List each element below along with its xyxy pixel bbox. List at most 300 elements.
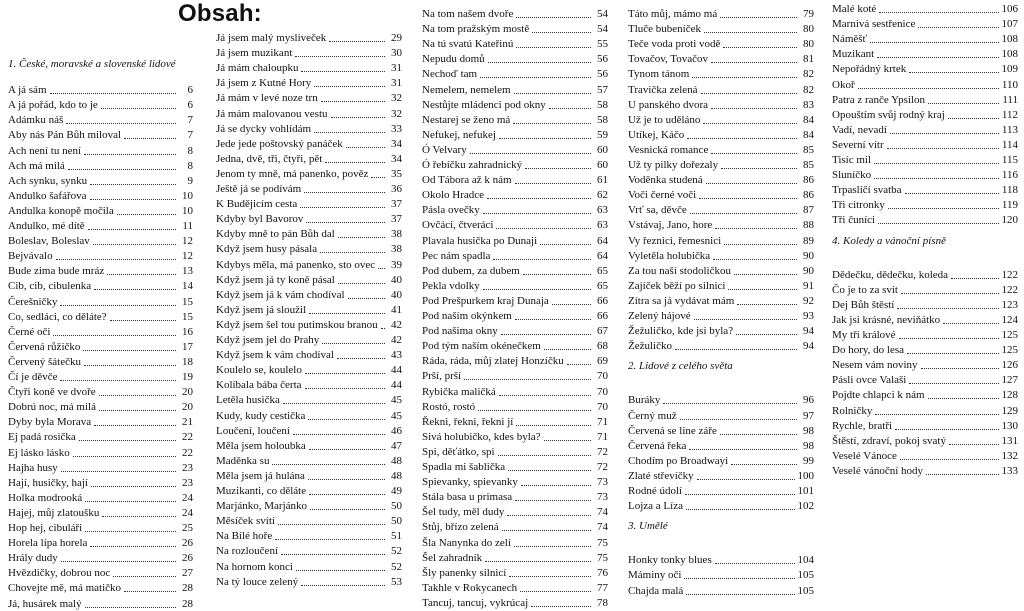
- dot-leader: [731, 464, 797, 465]
- toc-entry: [8, 579, 193, 595]
- page-number: 34: [391, 152, 402, 165]
- page-number: 14: [182, 280, 193, 293]
- page-number: 57: [597, 83, 608, 96]
- dot-leader: [901, 293, 999, 294]
- song-title: Do hory, do lesa: [832, 344, 904, 357]
- page-number: 115: [1001, 154, 1018, 166]
- page-number: 132: [1001, 449, 1018, 462]
- song-title: Ach není tu není: [8, 144, 82, 157]
- dot-leader: [485, 561, 591, 562]
- song-title: Veselé Vánoce: [832, 449, 897, 462]
- page-number: 42: [391, 334, 402, 346]
- song-title: Severní vítr: [832, 138, 884, 151]
- dot-leader: [93, 244, 176, 245]
- song-title: Nestarej se ženo má: [422, 113, 511, 126]
- toc-entry: [832, 0, 1018, 16]
- page-number: 122: [1001, 283, 1018, 296]
- toc-entry: [422, 171, 608, 187]
- song-title: Co, sedláci, co děláte?: [8, 310, 107, 323]
- dot-leader: [498, 455, 591, 456]
- song-title: Vesnická romance: [628, 143, 709, 156]
- dot-leader: [701, 93, 797, 94]
- song-title: Sluníčko: [832, 169, 872, 182]
- page-number: 48: [391, 454, 402, 467]
- page-number: 6: [187, 99, 193, 112]
- page-number: 113: [1001, 123, 1018, 136]
- page-number: 71: [597, 430, 608, 443]
- toc-entry: [216, 407, 402, 423]
- dot-leader: [711, 108, 797, 109]
- toc-entry: [216, 256, 402, 272]
- toc-entry: [216, 497, 402, 513]
- dot-leader: [711, 153, 797, 154]
- song-title: Na hornom konci: [216, 560, 293, 573]
- song-title: Spi, děťátko, spi: [422, 445, 495, 458]
- toc-entry: [8, 398, 193, 414]
- song-title: Vyletěla holubička: [628, 249, 711, 262]
- dot-leader: [897, 308, 998, 309]
- dot-leader: [720, 434, 797, 435]
- dot-leader: [888, 208, 999, 209]
- dot-leader: [909, 383, 998, 384]
- dot-leader: [110, 320, 176, 321]
- page-number: 76: [597, 566, 608, 579]
- page-number: 84: [803, 113, 814, 126]
- song-title: Ráda, ráda, můj zlatej Honzíčku: [422, 355, 564, 368]
- page-number: 94: [803, 325, 814, 338]
- toc-entry: [422, 428, 608, 444]
- page-number: 73: [597, 476, 608, 489]
- song-title: Letěla husička: [216, 394, 280, 407]
- song-title: Červená se line záře: [628, 424, 717, 437]
- dot-leader: [304, 192, 385, 193]
- song-title: Rodné údolí: [628, 485, 683, 497]
- section-heading: 1. České, moravské a slovenské lidové: [8, 58, 176, 70]
- page-number: 125: [1001, 329, 1018, 341]
- toc-entry: [832, 386, 1018, 402]
- page-number: 21: [182, 416, 193, 429]
- song-title: Já mám v levé noze trn: [216, 92, 318, 105]
- dot-leader: [480, 77, 591, 78]
- page-number: 58: [597, 98, 608, 111]
- toc-entry: [422, 141, 608, 157]
- page-number: 25: [182, 522, 193, 534]
- page-number: 32: [391, 107, 402, 120]
- dot-leader: [314, 86, 385, 87]
- toc-entry: [216, 452, 402, 468]
- page-number: 97: [803, 409, 814, 422]
- song-title: Marjánko, Marjánko: [216, 500, 308, 513]
- toc-entry: [422, 383, 608, 399]
- page-number: 13: [182, 265, 193, 278]
- song-title: Bude zima bude mráz: [8, 265, 105, 278]
- song-title: Nefukej, nefukej: [422, 128, 496, 141]
- dot-leader: [338, 237, 385, 238]
- dot-leader: [53, 335, 176, 336]
- page-number: 94: [803, 340, 814, 353]
- page-number: 112: [1001, 108, 1018, 121]
- page-number: 86: [803, 174, 814, 187]
- page-number: 44: [391, 379, 402, 392]
- dot-leader: [521, 485, 591, 486]
- page-number: 61: [597, 174, 608, 187]
- page-number: 86: [803, 189, 814, 202]
- dot-leader: [381, 328, 385, 329]
- song-title: Stála basa u primasa: [422, 491, 513, 504]
- toc-entry: [628, 81, 814, 97]
- toc-entry: [832, 15, 1018, 31]
- page-number: 8: [187, 159, 193, 172]
- toc-entry: [628, 171, 814, 187]
- song-title: Ach má milá: [8, 159, 65, 172]
- dot-leader: [295, 56, 385, 57]
- page-number: 39: [391, 258, 402, 271]
- toc-entry: [8, 217, 193, 233]
- song-title: Cib, cib, cibulenka: [8, 280, 92, 293]
- dot-leader: [84, 365, 176, 366]
- toc-entry: [628, 307, 814, 323]
- song-title: Na tom pražským mostě: [422, 23, 530, 36]
- toc-entry: [628, 391, 814, 407]
- dot-leader: [293, 434, 385, 435]
- toc-entry: [628, 126, 814, 142]
- toc-entry: [8, 459, 193, 475]
- toc-entry: [8, 187, 193, 203]
- page-number: 26: [182, 552, 193, 565]
- page-number: 12: [182, 235, 193, 248]
- song-title: Vy řeznici, řemesnici: [628, 234, 722, 247]
- page-number: 66: [597, 294, 608, 307]
- toc-entry: [216, 74, 402, 90]
- toc-entry: [422, 488, 608, 504]
- dot-leader: [85, 531, 176, 532]
- dot-leader: [549, 108, 591, 109]
- song-title: Řekni, řekni, řekni jí: [422, 415, 514, 428]
- page-number: 6: [187, 84, 193, 97]
- page-number: 24: [182, 491, 193, 504]
- page-number: 119: [1001, 199, 1018, 212]
- song-title: Lojza a Líza: [628, 500, 683, 513]
- toc-entry: [422, 35, 608, 51]
- song-title: Vadí, nevadí: [832, 123, 887, 136]
- toc-entry: [832, 462, 1018, 478]
- dot-leader: [540, 244, 591, 245]
- song-title: Jak jsi krásné, neviňátko: [832, 313, 941, 326]
- toc-entry: [628, 262, 814, 278]
- toc-entry: [8, 202, 193, 218]
- dot-leader: [949, 444, 999, 445]
- dot-leader: [899, 338, 999, 339]
- toc-entry: [216, 120, 402, 136]
- song-title: Měla jsem já hulána: [216, 469, 305, 482]
- song-title: Tovačov, Tovačov: [628, 53, 709, 66]
- dot-leader: [520, 591, 591, 592]
- song-title: Když jsem já k vám chodíval: [216, 288, 345, 301]
- song-title: Tři citronky: [832, 199, 885, 212]
- page-number: 128: [1001, 389, 1018, 402]
- dot-leader: [61, 561, 176, 562]
- page-number: 98: [803, 439, 814, 452]
- song-title: Ej padá rosička: [8, 431, 76, 444]
- page-number: 71: [597, 415, 608, 428]
- toc-entry: [422, 65, 608, 81]
- page-number: 41: [391, 303, 402, 316]
- dot-leader: [305, 373, 385, 374]
- dot-leader: [309, 494, 385, 495]
- page-number: 7: [187, 114, 193, 127]
- page-number: 63: [597, 219, 608, 232]
- toc-entry: [422, 247, 608, 263]
- song-title: Žežuličko, kde jsi byla?: [628, 325, 734, 338]
- toc-entry: [216, 361, 402, 377]
- dot-leader: [523, 274, 591, 275]
- toc-entry: [8, 157, 193, 173]
- page-number: 15: [182, 295, 193, 308]
- dot-leader: [309, 313, 385, 314]
- dot-leader: [309, 449, 385, 450]
- toc-entry: [628, 482, 814, 498]
- dot-leader: [325, 162, 385, 163]
- dot-leader: [85, 607, 176, 608]
- page-number: 104: [797, 554, 814, 567]
- page-number: 65: [597, 264, 608, 277]
- toc-entry: [422, 232, 608, 248]
- song-title: Máminy oči: [628, 569, 682, 582]
- song-title: Já se dycky vohlídám: [216, 122, 312, 135]
- page-number: 52: [391, 560, 402, 573]
- page-number: 48: [391, 469, 402, 482]
- toc-entry: [422, 201, 608, 217]
- dot-leader: [516, 17, 591, 18]
- toc-entry: [422, 262, 608, 278]
- dot-leader: [337, 358, 385, 359]
- song-title: Nestůjte mládenci pod okny: [422, 98, 546, 111]
- song-title: Chajda malá: [628, 584, 684, 597]
- song-title: Už je to uděláno: [628, 113, 701, 126]
- song-title: A já pořád, kdo to je: [8, 99, 98, 112]
- toc-entry: [422, 322, 608, 338]
- dot-leader: [66, 123, 176, 124]
- page-number: 114: [1001, 138, 1018, 151]
- song-title: Já mám malovanou vestu: [216, 107, 328, 120]
- song-title: Já, husárek malý: [8, 597, 82, 610]
- dot-leader: [713, 259, 797, 260]
- dot-leader: [907, 353, 999, 354]
- toc-entry: [832, 447, 1018, 463]
- page-number: 72: [597, 445, 608, 458]
- toc-entry: [832, 60, 1018, 76]
- song-title: Maděnka su: [216, 454, 270, 467]
- song-title: Na tú svatú Kateřinú: [422, 38, 514, 51]
- toc-entry: [216, 225, 402, 241]
- song-title: Opouštím svůj rodný kraj: [832, 108, 945, 121]
- song-title: Pod tým naším okénečkem: [422, 340, 541, 353]
- toc-entry: [8, 474, 193, 490]
- song-title: Čerešničky: [8, 295, 58, 308]
- page-number: 50: [391, 515, 402, 528]
- page-number: 129: [1001, 404, 1018, 417]
- page-number: 108: [1001, 48, 1018, 61]
- song-title: Muzikanti, co děláte: [216, 485, 307, 497]
- page-number: 33: [391, 122, 402, 135]
- page-number: 27: [182, 567, 193, 580]
- song-title: Já jsem muzikant: [216, 47, 293, 60]
- song-title: Červená růžičko: [8, 340, 81, 353]
- toc-entry: [216, 542, 402, 558]
- song-title: Zelený hájové: [628, 310, 691, 322]
- page-number: 130: [1001, 419, 1018, 432]
- page-number: 116: [1001, 169, 1018, 182]
- dot-leader: [329, 41, 385, 42]
- section-heading: 4. Koledy a vánoční písně: [832, 234, 946, 247]
- page-number: 82: [803, 68, 814, 81]
- dot-leader: [513, 123, 591, 124]
- dot-leader: [728, 289, 797, 290]
- song-title: Chovejte mě, má matičko: [8, 582, 122, 595]
- page-number: 63: [597, 204, 608, 217]
- toc-entry: [628, 292, 814, 308]
- page-number: 45: [391, 409, 402, 422]
- dot-leader: [487, 198, 591, 199]
- page-number: 92: [803, 294, 814, 307]
- toc-entry: [216, 301, 402, 317]
- toc-entry: [628, 96, 814, 112]
- page-number: 125: [1001, 344, 1018, 357]
- toc-entry: [832, 356, 1018, 372]
- toc-entry: [628, 452, 814, 468]
- toc-entry: [8, 368, 193, 384]
- page-number: 17: [182, 340, 193, 353]
- dot-leader: [483, 289, 591, 290]
- toc-entry: [628, 582, 814, 598]
- toc-entry: [216, 240, 402, 256]
- page-number: 98: [803, 424, 814, 437]
- toc-entry: [8, 293, 193, 309]
- dot-leader: [686, 509, 795, 510]
- dot-leader: [68, 169, 176, 170]
- dot-leader: [371, 177, 385, 178]
- dot-leader: [348, 298, 385, 299]
- dot-leader: [514, 546, 591, 547]
- dot-leader: [90, 199, 176, 200]
- dot-leader: [721, 168, 797, 169]
- toc-entry: [8, 323, 193, 339]
- dot-leader: [514, 93, 591, 94]
- toc-entry: [8, 504, 193, 520]
- song-title: Honky tonky blues: [628, 554, 712, 567]
- song-title: Nesem vám noviny: [832, 359, 918, 372]
- song-title: Měla jsem holoubka: [216, 439, 306, 452]
- toc-entry: [628, 337, 814, 353]
- page-number: 88: [803, 219, 814, 232]
- song-title: Tluče bubeníček: [628, 23, 701, 36]
- page-number: 105: [797, 584, 814, 597]
- song-title: Pod našima okny: [422, 325, 498, 338]
- dot-leader: [921, 368, 999, 369]
- toc-entry: [832, 417, 1018, 433]
- dot-leader: [283, 403, 385, 404]
- song-title: Dědečku, dědečku, koleda: [832, 268, 949, 281]
- toc-entry: [628, 422, 814, 438]
- dot-leader: [378, 268, 385, 269]
- dot-leader: [301, 71, 385, 72]
- dot-leader: [926, 474, 998, 475]
- song-title: Hop hej, cibuláři: [8, 522, 83, 534]
- page-number: 59: [597, 128, 608, 141]
- song-title: Travička zelená: [628, 83, 698, 96]
- toc-entry: [216, 422, 402, 438]
- page-number: 22: [182, 431, 193, 444]
- page-number: 16: [182, 325, 193, 338]
- page-number: 127: [1001, 374, 1018, 387]
- toc-entry: [216, 527, 402, 543]
- toc-entry: [628, 407, 814, 423]
- song-title: Bejvávalo: [8, 250, 53, 263]
- song-title: Od Tábora až k nám: [422, 174, 512, 187]
- page-number: 60: [597, 159, 608, 171]
- toc-entry: [832, 432, 1018, 448]
- page-number: 83: [803, 98, 814, 111]
- song-title: Jedna, dvě, tři, čtyři, pět: [216, 152, 323, 165]
- page-number: 89: [803, 234, 814, 247]
- dot-leader: [275, 539, 385, 540]
- toc-entry: [8, 534, 193, 550]
- page-number: 53: [391, 575, 402, 588]
- dot-leader: [734, 274, 797, 275]
- toc-entry: [628, 437, 814, 453]
- song-title: K Budějicím cesta: [216, 198, 298, 211]
- dot-leader: [338, 283, 385, 284]
- song-title: Černý muž: [628, 409, 677, 422]
- page-number: 106: [1001, 3, 1018, 15]
- dot-leader: [515, 500, 591, 501]
- page-number: 100: [797, 469, 814, 482]
- dot-leader: [877, 57, 998, 58]
- toc-entry: [216, 29, 402, 45]
- song-title: Andulko, mé dítě: [8, 220, 85, 232]
- toc-entry: [216, 467, 402, 483]
- toc-entry: [628, 141, 814, 157]
- song-title: Rybička maličká: [422, 385, 496, 398]
- page-number: 77: [597, 581, 608, 594]
- song-title: Už ty pilky dořezaly: [628, 159, 719, 171]
- page-number: 85: [803, 143, 814, 156]
- page-number: 31: [391, 62, 402, 75]
- page-number: 74: [597, 506, 608, 519]
- page-number: 107: [1001, 18, 1018, 31]
- song-title: Pojdte chlapci k nám: [832, 389, 925, 402]
- page-number: 31: [391, 77, 402, 90]
- song-title: Aby nás Pán Bůh miloval: [8, 129, 122, 142]
- toc-entry: [422, 81, 608, 97]
- toc-entry: [216, 89, 402, 105]
- dot-leader: [723, 47, 797, 48]
- page-number: 72: [597, 461, 608, 473]
- toc-entry: [628, 247, 814, 263]
- dot-leader: [858, 88, 999, 89]
- dot-leader: [515, 319, 591, 320]
- toc-entry: [8, 81, 193, 97]
- dot-leader: [107, 274, 176, 275]
- page-number: 64: [597, 249, 608, 262]
- toc-entry: [8, 277, 193, 293]
- toc-entry: [422, 277, 608, 293]
- dot-leader: [50, 93, 177, 94]
- dot-leader: [531, 606, 591, 607]
- page-number: 7: [187, 129, 193, 142]
- page-number: 82: [803, 83, 814, 96]
- song-title: Ej lásko lásko: [8, 446, 70, 459]
